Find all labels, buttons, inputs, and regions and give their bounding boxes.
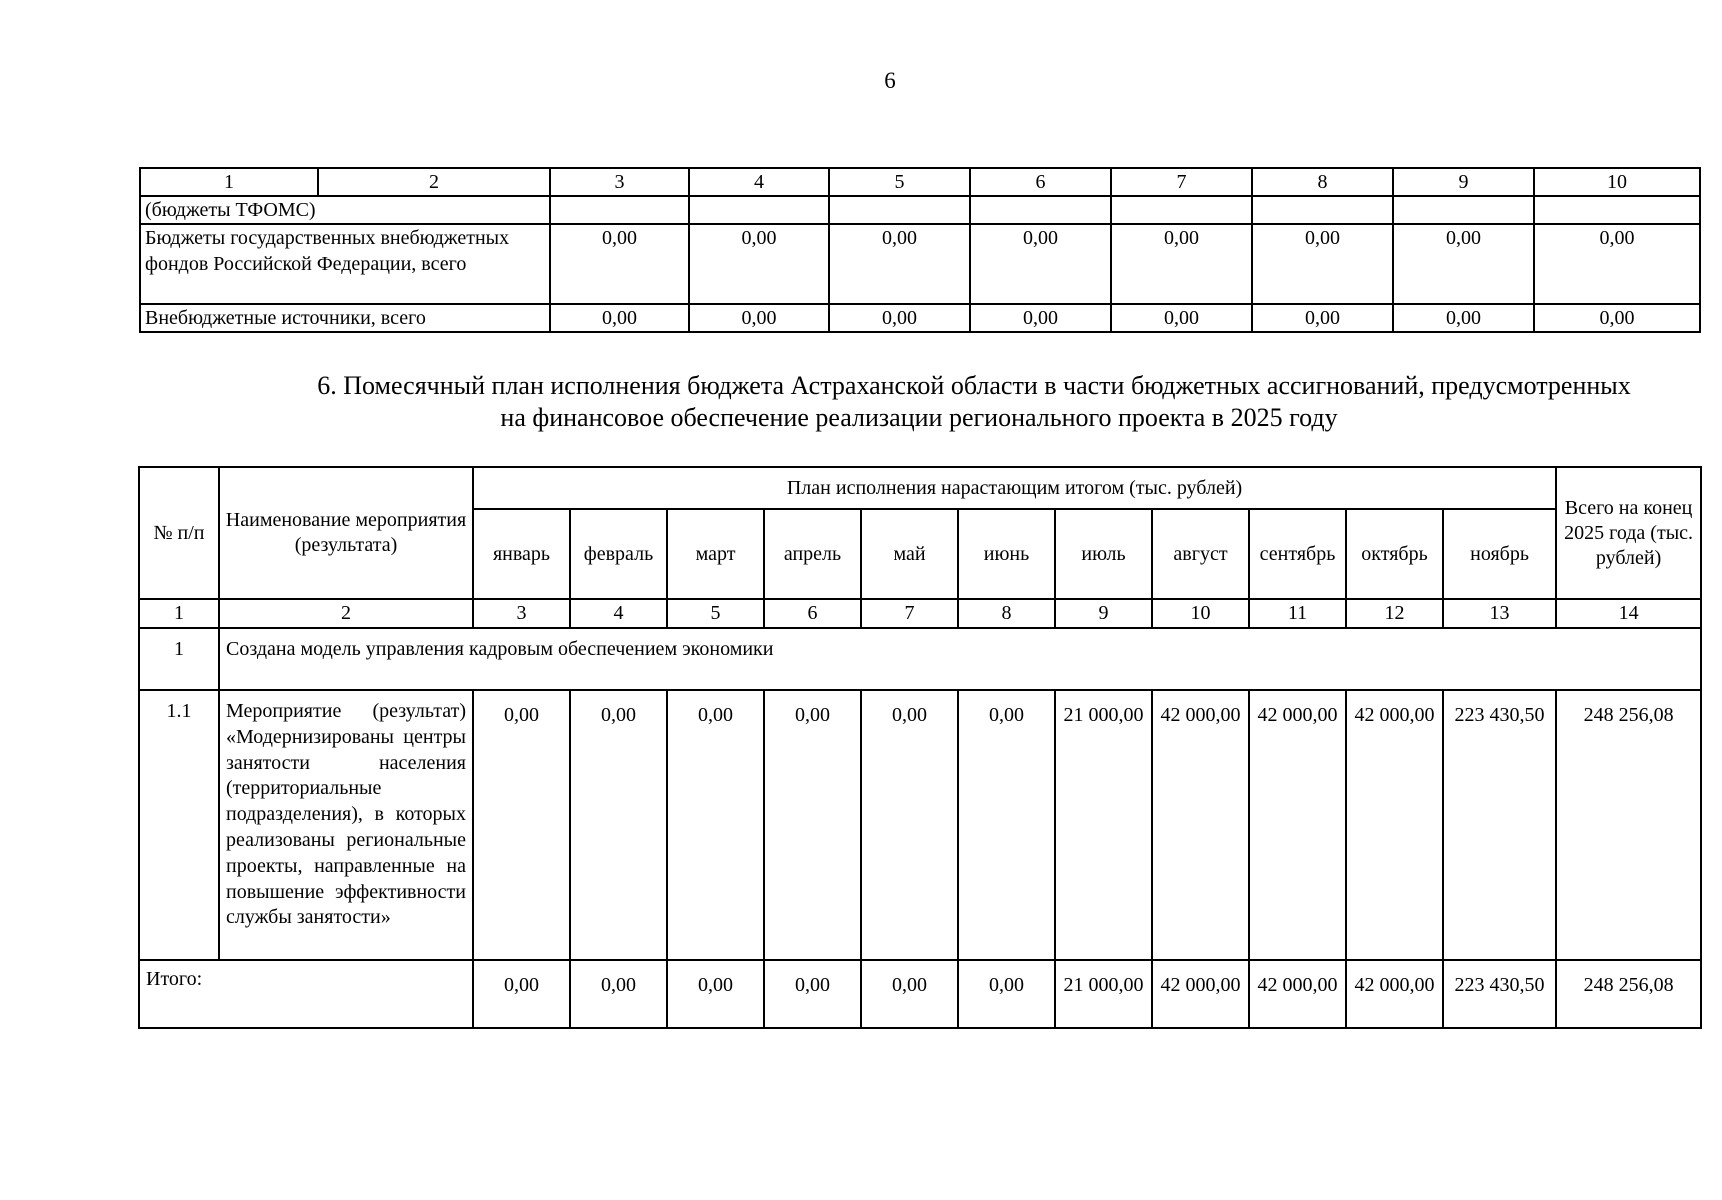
item-row — [139, 690, 1701, 960]
month-value: 0,00 — [958, 690, 1055, 960]
column-number: 11 — [1249, 599, 1346, 628]
table-cell — [689, 196, 829, 224]
column-number: 6 — [970, 168, 1111, 196]
table-cell: 0,00 — [689, 224, 829, 304]
table-cell: 0,00 — [550, 224, 689, 304]
column-number: 12 — [1346, 599, 1443, 628]
column-number: 13 — [1443, 599, 1556, 628]
month-value: 0,00 — [473, 690, 570, 960]
table-cell: 0,00 — [1393, 304, 1534, 332]
table-cell: 0,00 — [1111, 304, 1252, 332]
month-value: 42 000,00 — [1346, 690, 1443, 960]
column-number: 5 — [667, 599, 764, 628]
month-header: апрель — [764, 509, 861, 599]
table-cell: 0,00 — [1534, 224, 1700, 304]
table-row — [140, 304, 1700, 332]
section-title-line-2: на финансовое обеспечение реализации регионального проекта в 2025 году — [500, 403, 1338, 432]
month-value: 42 000,00 — [1249, 690, 1346, 960]
total-value: 248 256,08 — [1556, 960, 1701, 1028]
month-value: 0,00 — [861, 960, 958, 1028]
column-number: 2 — [318, 168, 550, 196]
month-header: ноябрь — [1443, 509, 1556, 599]
goal-text: Создана модель управления кадровым обеспечением экономики — [219, 628, 1701, 690]
funding-sources-table — [139, 167, 1701, 333]
month-value: 42 000,00 — [1249, 960, 1346, 1028]
table-cell — [1252, 196, 1393, 224]
column-number: 8 — [958, 599, 1055, 628]
column-number: 1 — [140, 168, 318, 196]
table-cell: 0,00 — [550, 304, 689, 332]
month-value: 0,00 — [570, 690, 667, 960]
month-value: 42 000,00 — [1152, 690, 1249, 960]
month-header: май — [861, 509, 958, 599]
column-number: 10 — [1152, 599, 1249, 628]
monthly-plan-table — [138, 466, 1702, 1029]
table-cell: 0,00 — [970, 304, 1111, 332]
month-value: 0,00 — [667, 960, 764, 1028]
month-value: 223 430,50 — [1443, 960, 1556, 1028]
month-value: 42 000,00 — [1346, 960, 1443, 1028]
table-cell: 0,00 — [1534, 304, 1700, 332]
column-number: 10 — [1534, 168, 1700, 196]
page-number: 6 — [884, 68, 896, 93]
total-label: Итого: — [139, 960, 473, 1028]
column-number: 4 — [570, 599, 667, 628]
column-number: 6 — [764, 599, 861, 628]
column-number: 8 — [1252, 168, 1393, 196]
column-number: 7 — [861, 599, 958, 628]
item-text: Мероприятие (результат) «Модернизированы центры занятости населения (территориальные подразделения), в которых реализованы региональные проекты, направленные на повышение эффективности службы занятости» — [219, 690, 473, 960]
table-cell: 0,00 — [1252, 224, 1393, 304]
column-number: 3 — [550, 168, 689, 196]
column-number: 9 — [1393, 168, 1534, 196]
row-label: Бюджеты государственных внебюджетных фондов Российской Федерации, всего — [140, 224, 550, 304]
header-row — [139, 467, 1701, 509]
table-cell — [550, 196, 689, 224]
table-cell: 0,00 — [829, 224, 970, 304]
table-cell: 0,00 — [1393, 224, 1534, 304]
row-label: Внебюджетные источники, всего — [140, 304, 550, 332]
column-number: 14 — [1556, 599, 1701, 628]
header-total: Всего на конец 2025 года (тыс. рублей) — [1556, 467, 1701, 599]
table-cell — [970, 196, 1111, 224]
column-number: 4 — [689, 168, 829, 196]
month-value: 21 000,00 — [1055, 690, 1152, 960]
table-cell: 0,00 — [829, 304, 970, 332]
table-cell — [1393, 196, 1534, 224]
table-cell: 0,00 — [1111, 224, 1252, 304]
header-name: Наименование мероприятия (результата) — [219, 467, 473, 599]
section-title — [139, 370, 1699, 434]
month-header: август — [1152, 509, 1249, 599]
month-value: 223 430,50 — [1443, 690, 1556, 960]
column-number: 7 — [1111, 168, 1252, 196]
column-number: 3 — [473, 599, 570, 628]
goal-num: 1 — [139, 628, 219, 690]
column-number: 5 — [829, 168, 970, 196]
header-num: № п/п — [139, 467, 219, 599]
total-row — [139, 960, 1701, 1028]
month-header: июль — [1055, 509, 1152, 599]
row-label: (бюджеты ТФОМС) — [140, 196, 550, 224]
column-number-row — [140, 168, 1700, 196]
table-cell: 0,00 — [970, 224, 1111, 304]
table-cell — [1111, 196, 1252, 224]
table-row — [140, 196, 1700, 224]
month-value: 0,00 — [764, 690, 861, 960]
month-value: 0,00 — [667, 690, 764, 960]
column-number: 2 — [219, 599, 473, 628]
table-row — [140, 224, 1700, 304]
month-value: 42 000,00 — [1152, 960, 1249, 1028]
month-value: 0,00 — [570, 960, 667, 1028]
table-cell: 0,00 — [689, 304, 829, 332]
table-cell: 0,00 — [1252, 304, 1393, 332]
column-number: 1 — [139, 599, 219, 628]
month-header: июнь — [958, 509, 1055, 599]
month-value: 0,00 — [861, 690, 958, 960]
table-cell — [829, 196, 970, 224]
section-title-line-1: 6. Помесячный план исполнения бюджета Астраханской области в части бюджетных ассигнований, предусмотренных — [317, 371, 1631, 400]
header-plan-group: План исполнения нарастающим итогом (тыс. рублей) — [473, 467, 1556, 509]
month-value: 0,00 — [958, 960, 1055, 1028]
month-header: март — [667, 509, 764, 599]
column-number-row — [139, 599, 1701, 628]
total-value: 248 256,08 — [1556, 690, 1701, 960]
month-header: октябрь — [1346, 509, 1443, 599]
goal-row — [139, 628, 1701, 690]
month-value: 0,00 — [473, 960, 570, 1028]
column-number: 9 — [1055, 599, 1152, 628]
month-value: 0,00 — [764, 960, 861, 1028]
month-header: январь — [473, 509, 570, 599]
table-cell — [1534, 196, 1700, 224]
item-num: 1.1 — [139, 690, 219, 960]
month-header: сентябрь — [1249, 509, 1346, 599]
month-value: 21 000,00 — [1055, 960, 1152, 1028]
month-header: февраль — [570, 509, 667, 599]
